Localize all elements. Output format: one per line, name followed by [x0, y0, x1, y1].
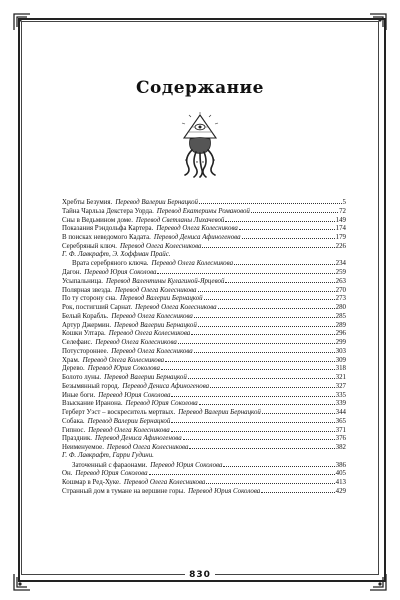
toc-entry-translator: Перевод Олега Колесникова	[108, 330, 191, 338]
toc-dot-leader	[239, 224, 335, 230]
toc-entry-page: 309	[335, 356, 346, 364]
toc-entry-page: 413	[335, 479, 346, 486]
toc-entry-page: 303	[335, 347, 346, 355]
toc-entry-page: 259	[335, 269, 346, 276]
toc-entry-page: 226	[335, 242, 346, 250]
toc-entry-page: 386	[335, 461, 346, 469]
toc-entry[interactable]	[62, 356, 346, 365]
toc-dot-leader	[165, 356, 335, 362]
toc-entry-page: 289	[335, 321, 346, 329]
toc-entry-title: Белый Корабль.	[62, 312, 109, 320]
toc-entry-translator: Перевод Юрия Соколова	[75, 470, 148, 478]
toc-dot-leader	[206, 478, 334, 484]
toc-entry-page: 72	[339, 207, 346, 215]
toc-entry-title: Иные боги.	[62, 391, 96, 399]
toc-entry-title: Дерево.	[62, 365, 85, 373]
toc-entry-page: 149	[335, 216, 346, 224]
toc-entry-translator: Перевод Олега Колесникова	[111, 347, 193, 355]
toc-entry-title: Герберт Уэст – воскреситель мертвых.	[62, 409, 176, 416]
toc-entry-page: 365	[335, 417, 346, 425]
toc-entry-page: 234	[335, 260, 346, 268]
toc-entry-page: 280	[335, 304, 346, 311]
toc-entry-title: Потустороннее.	[62, 347, 109, 355]
toc-entry[interactable]	[62, 259, 346, 268]
toc-dot-leader	[191, 329, 334, 335]
toc-entry[interactable]	[62, 233, 346, 242]
corner-ornament-icon	[13, 13, 31, 31]
toc-entry[interactable]	[62, 277, 346, 286]
toc-entry[interactable]	[62, 417, 346, 426]
toc-dot-leader	[183, 434, 335, 440]
toc-entry[interactable]	[62, 286, 346, 295]
toc-entry-page: 376	[335, 435, 346, 443]
toc-entry-translator: Перевод Олега Колесникова	[111, 312, 193, 320]
toc-dot-leader	[161, 364, 335, 370]
toc-entry-title: Селефаис.	[62, 339, 93, 346]
toc-entry-title: Тайна Чарльза Декстера Уорда.	[62, 207, 154, 215]
toc-authors-line: Г. Ф. Лавкрафт, Гарри Гудини.	[62, 451, 154, 459]
toc-entry-title: Безымянный город.	[62, 382, 120, 390]
toc-entry-translator: Перевод Юрия Соколова	[84, 269, 157, 276]
toc-entry-page: 371	[335, 426, 346, 434]
toc-entry[interactable]	[62, 364, 346, 373]
toc-entry-page: 429	[335, 487, 346, 495]
toc-entry-title: Рок, постигший Сарнат.	[62, 304, 133, 311]
pyramid-eye-cthulhu-icon	[176, 112, 224, 178]
corner-ornament-icon	[369, 13, 387, 31]
toc-dot-leader	[149, 469, 335, 475]
toc-dot-leader	[204, 294, 335, 300]
toc-entry-title: Заточенный с фараонами.	[72, 461, 148, 469]
toc-entry[interactable]	[62, 268, 346, 277]
toc-entry-translator: Перевод Юрия Соколова	[150, 461, 223, 469]
toc-entry-title: Праздник.	[62, 435, 93, 443]
toc-dot-leader	[225, 216, 334, 222]
toc-entry-title: Усыпальница.	[62, 277, 103, 285]
toc-entry-translator: Перевод Юрия Соколова	[125, 400, 198, 408]
toc-dot-leader	[171, 417, 334, 423]
toc-entry-translator: Перевод Екатерины Романовой	[156, 207, 250, 215]
toc-dot-leader	[242, 233, 335, 239]
toc-entry-page: 382	[335, 444, 346, 451]
toc-entry-translator: Перевод Юрия Соколова	[98, 391, 171, 399]
toc-entry-title: Странный дом в тумане на вершине горы.	[62, 487, 186, 495]
toc-dot-leader	[194, 312, 335, 318]
toc-entry-title: Кошмар в Ред-Хуке.	[62, 479, 121, 486]
page-number-label: 830	[185, 570, 215, 580]
toc-entry-title: Хребты Безумия.	[62, 199, 113, 206]
toc-entry[interactable]	[62, 338, 346, 347]
toc-dot-leader	[202, 242, 334, 248]
toc-dot-leader	[210, 382, 335, 388]
toc-entry-translator: Перевод Олега Колесникова	[106, 444, 189, 451]
toc-entry-page: 273	[335, 295, 346, 303]
toc-entry[interactable]	[62, 426, 346, 435]
toc-entry-translator: Перевод Олега Колесникова	[95, 339, 177, 346]
toc-entry-page: 405	[335, 470, 346, 478]
toc-entry-page: 285	[335, 312, 346, 320]
toc-entry[interactable]	[62, 487, 346, 496]
toc-entry-page: 318	[335, 365, 346, 373]
toc-entry-title: По ту сторону сна.	[62, 295, 117, 303]
toc-entry[interactable]	[62, 373, 346, 382]
toc-entry[interactable]	[62, 478, 346, 487]
toc-entry[interactable]	[62, 224, 346, 233]
toc-entry[interactable]	[62, 207, 346, 216]
toc-entry-translator: Перевод Олега Колесникова	[88, 426, 170, 434]
toc-entry[interactable]	[62, 399, 346, 408]
toc-entry-translator: Перевод Валентины Кулагиной-Ярцевой	[105, 277, 225, 285]
toc-entry-translator: Перевод Валерии Бернацкой	[178, 409, 261, 416]
toc-entry[interactable]	[62, 391, 346, 400]
toc-entry-title: Дагон.	[62, 269, 82, 276]
toc-authors-line: Г. Ф. Лавкрафт, Э. Хоффман Прайс.	[62, 250, 171, 258]
toc-entry-title: Храм.	[62, 356, 80, 364]
toc-entry-title: Показания Рэндольфа Картера.	[62, 225, 154, 233]
toc-dot-leader	[218, 303, 335, 309]
toc-entry-translator: Перевод Олега Колесникова	[123, 479, 206, 486]
toc-entry-page: 339	[335, 400, 346, 408]
toc-entry[interactable]	[62, 216, 346, 225]
toc-entry[interactable]	[62, 242, 346, 251]
toc-entry-translator: Перевод Дениса Афиногенова	[95, 435, 182, 443]
toc-dot-leader	[178, 338, 335, 344]
toc-entry-translator: Перевод Валерии Бернацкой	[87, 417, 171, 425]
toc-entry-page: 296	[335, 330, 346, 338]
toc-dot-leader	[199, 399, 335, 405]
toc-entry-translator: Перевод Олега Колесникова	[156, 225, 238, 233]
toc-entry[interactable]	[62, 443, 346, 452]
toc-entry[interactable]	[62, 434, 346, 443]
toc-entry-translator: Перевод Олега Колесникова	[135, 304, 217, 311]
toc-entry-translator: Перевод Дениса Афиногенова	[122, 382, 210, 390]
toc-dot-leader	[189, 443, 334, 449]
toc-entry[interactable]	[62, 469, 346, 478]
toc-entry-page: 5	[342, 199, 346, 206]
toc-entry-translator: Перевод Юрия Соколова	[188, 487, 261, 495]
toc-entry-translator: Перевод Олега Колесникова	[114, 286, 197, 294]
toc-entry-page: 327	[335, 382, 346, 390]
toc-entry-translator: Перевод Дениса Афиногенова	[153, 234, 241, 241]
toc-entry-title: Болото луны.	[62, 374, 102, 381]
toc-entry-title: Собака.	[62, 417, 85, 425]
toc-entry-title: В поисках неведомого Кадата.	[62, 234, 151, 241]
page-title: Содержание	[136, 78, 264, 98]
toc-entry[interactable]	[62, 329, 346, 338]
toc-dot-leader	[188, 373, 335, 379]
toc-entry[interactable]	[62, 382, 346, 391]
toc-entry-translator: Перевод Валерии Бернацкой	[119, 295, 203, 303]
toc-entry-title: Неименуемое.	[62, 444, 104, 451]
toc-entry-title: Артур Джермин.	[62, 321, 112, 329]
toc-entry-title: Сны в Ведьмином доме.	[62, 216, 133, 224]
toc-entry-page: 321	[335, 374, 346, 381]
toc-entry-page: 344	[335, 409, 346, 416]
toc-entry-title: Гипнос.	[62, 426, 86, 434]
toc-entry-page: 335	[335, 391, 346, 399]
toc-entry[interactable]	[62, 294, 346, 303]
toc-dot-leader	[194, 347, 335, 353]
toc-entry-translator: Перевод Светланы Лихачевой	[135, 216, 225, 224]
toc-entry-title: Серебряный ключ.	[62, 242, 117, 250]
toc-dot-leader	[234, 259, 335, 265]
toc-entry[interactable]	[62, 198, 346, 207]
toc-entry[interactable]	[62, 321, 346, 330]
toc-entry-page: 270	[335, 286, 346, 294]
toc-entry-title: Врата серебряного ключа.	[72, 260, 149, 268]
toc-dot-leader	[251, 207, 338, 213]
toc-entry-translator: Перевод Олега Колесникова	[119, 242, 202, 250]
toc-entry-page: 174	[335, 225, 346, 233]
toc-entry-page: 299	[335, 339, 346, 346]
toc-dot-leader	[199, 198, 342, 204]
toc-entry[interactable]	[62, 347, 346, 356]
toc-entry-title: Кошки Ултара.	[62, 330, 106, 338]
toc-entry-translator: Перевод Олега Колесникова	[151, 260, 234, 268]
toc-entry[interactable]	[62, 408, 346, 417]
toc-entry[interactable]	[62, 303, 346, 312]
table-of-contents	[62, 198, 346, 496]
toc-dot-leader	[171, 391, 334, 397]
toc-entry[interactable]	[62, 312, 346, 321]
page-number	[0, 570, 400, 580]
toc-entry-translator: Перевод Валерии Бернацкой	[114, 321, 197, 329]
toc-entry-page: 179	[335, 234, 346, 241]
toc-entry-translator: Перевод Валерии Бернацкой	[104, 374, 187, 381]
toc-entry-translator: Перевод Валерии Бернацкой	[115, 199, 199, 206]
toc-entry-title: Полярная звезда.	[62, 286, 112, 294]
toc-entry-title: Взыскание Иранона.	[62, 400, 123, 408]
toc-entry-translator: Перевод Олега Колесникова	[82, 356, 165, 364]
toc-dot-leader	[198, 321, 335, 327]
toc-entry-translator: Перевод Юрия Соколова	[87, 365, 160, 373]
toc-dot-leader	[198, 286, 335, 292]
toc-entry[interactable]	[62, 461, 346, 470]
toc-dot-leader	[157, 268, 334, 274]
toc-entry-title: Он.	[62, 470, 73, 478]
toc-dot-leader	[171, 426, 335, 432]
toc-dot-leader	[261, 487, 334, 493]
toc-dot-leader	[223, 461, 334, 467]
toc-entry-page: 263	[335, 277, 346, 285]
toc-dot-leader	[262, 408, 335, 414]
toc-dot-leader	[225, 277, 334, 283]
